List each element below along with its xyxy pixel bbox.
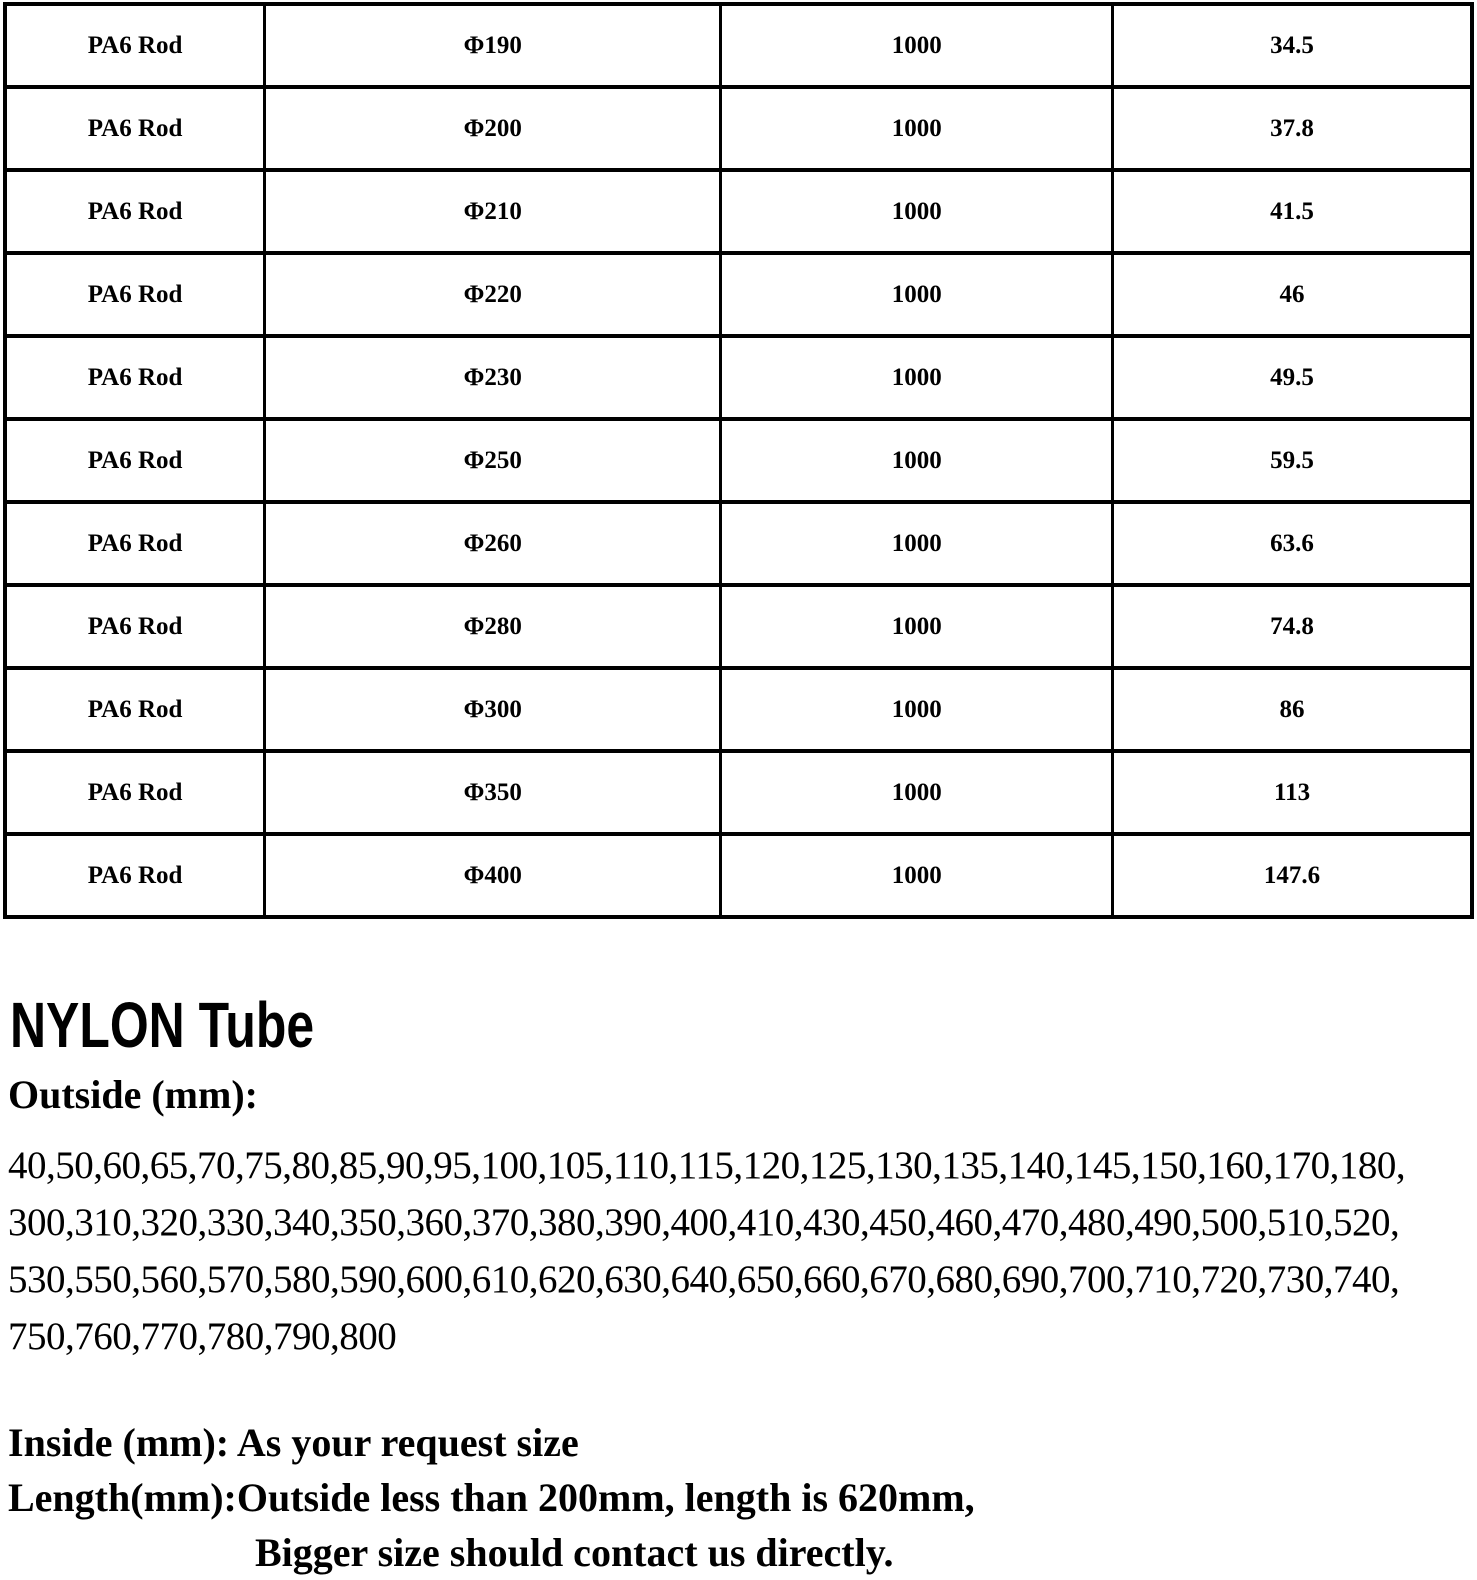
table-row	[5, 170, 1472, 253]
cell-length: 1000	[721, 585, 1113, 668]
cell-weight: 49.5	[1113, 336, 1472, 419]
cell-length: 1000	[721, 751, 1113, 834]
cell-material: PA6 Rod	[5, 87, 265, 170]
cell-diameter: Φ200	[265, 87, 721, 170]
cell-material: PA6 Rod	[5, 834, 265, 917]
cell-diameter: Φ300	[265, 668, 721, 751]
cell-material: PA6 Rod	[5, 4, 265, 87]
cell-length: 1000	[721, 87, 1113, 170]
table-row	[5, 585, 1472, 668]
nylon-tube-section	[0, 989, 1477, 1580]
cell-weight: 34.5	[1113, 4, 1472, 87]
cell-material: PA6 Rod	[5, 336, 265, 419]
table-row	[5, 834, 1472, 917]
tube-notes	[8, 1415, 1477, 1580]
cell-weight: 37.8	[1113, 87, 1472, 170]
cell-length: 1000	[721, 4, 1113, 87]
cell-diameter: Φ250	[265, 419, 721, 502]
inside-size-note: Inside (mm): As your request size	[8, 1420, 579, 1465]
cell-material: PA6 Rod	[5, 668, 265, 751]
table-row	[5, 4, 1472, 87]
cell-diameter: Φ220	[265, 253, 721, 336]
cell-weight: 113	[1113, 751, 1472, 834]
table-row	[5, 87, 1472, 170]
document-page	[0, 2, 1477, 1575]
outside-sizes-line: 300,310,320,330,340,350,360,370,380,390,400,410,430,450,460,470,480,490,500,510,520,	[8, 1201, 1400, 1244]
outside-sizes-line: 750,760,770,780,790,800	[8, 1315, 397, 1358]
cell-length: 1000	[721, 170, 1113, 253]
cell-weight: 41.5	[1113, 170, 1472, 253]
table-row	[5, 751, 1472, 834]
table-row	[5, 336, 1472, 419]
cell-diameter: Φ350	[265, 751, 721, 834]
cell-length: 1000	[721, 834, 1113, 917]
cell-diameter: Φ210	[265, 170, 721, 253]
cell-weight: 86	[1113, 668, 1472, 751]
cell-material: PA6 Rod	[5, 585, 265, 668]
outside-sizes-line: 530,550,560,570,580,590,600,610,620,630,640,650,660,670,680,690,700,710,720,730,740,	[8, 1258, 1400, 1301]
cell-diameter: Φ280	[265, 585, 721, 668]
cell-weight: 46	[1113, 253, 1472, 336]
table-row	[5, 419, 1472, 502]
length-note-line-2: Bigger size should contact us directly.	[255, 1530, 894, 1575]
table-row	[5, 502, 1472, 585]
cell-length: 1000	[721, 668, 1113, 751]
spec-table-body	[5, 4, 1472, 917]
outside-sizes-line: 40,50,60,65,70,75,80,85,90,95,100,105,110,115,120,125,130,135,140,145,150,160,170,180,	[8, 1144, 1406, 1187]
cell-length: 1000	[721, 336, 1113, 419]
nylon-tube-title: NYLON Tube	[10, 989, 315, 1061]
cell-length: 1000	[721, 502, 1113, 585]
pa6-rod-spec-table	[3, 2, 1474, 919]
cell-material: PA6 Rod	[5, 170, 265, 253]
outside-sizes-list	[8, 1137, 1477, 1365]
table-row	[5, 253, 1472, 336]
cell-diameter: Φ260	[265, 502, 721, 585]
cell-length: 1000	[721, 253, 1113, 336]
cell-weight: 63.6	[1113, 502, 1472, 585]
cell-material: PA6 Rod	[5, 253, 265, 336]
cell-weight: 74.8	[1113, 585, 1472, 668]
cell-material: PA6 Rod	[5, 502, 265, 585]
cell-diameter: Φ230	[265, 336, 721, 419]
cell-weight: 59.5	[1113, 419, 1472, 502]
cell-weight: 147.6	[1113, 834, 1472, 917]
cell-length: 1000	[721, 419, 1113, 502]
cell-diameter: Φ400	[265, 834, 721, 917]
cell-material: PA6 Rod	[5, 751, 265, 834]
length-note-line-1: Length(mm):Outside less than 200mm, length is 620mm,	[8, 1475, 975, 1520]
outside-sizes-label: Outside (mm):	[8, 1072, 258, 1117]
cell-material: PA6 Rod	[5, 419, 265, 502]
cell-diameter: Φ190	[265, 4, 721, 87]
table-row	[5, 668, 1472, 751]
